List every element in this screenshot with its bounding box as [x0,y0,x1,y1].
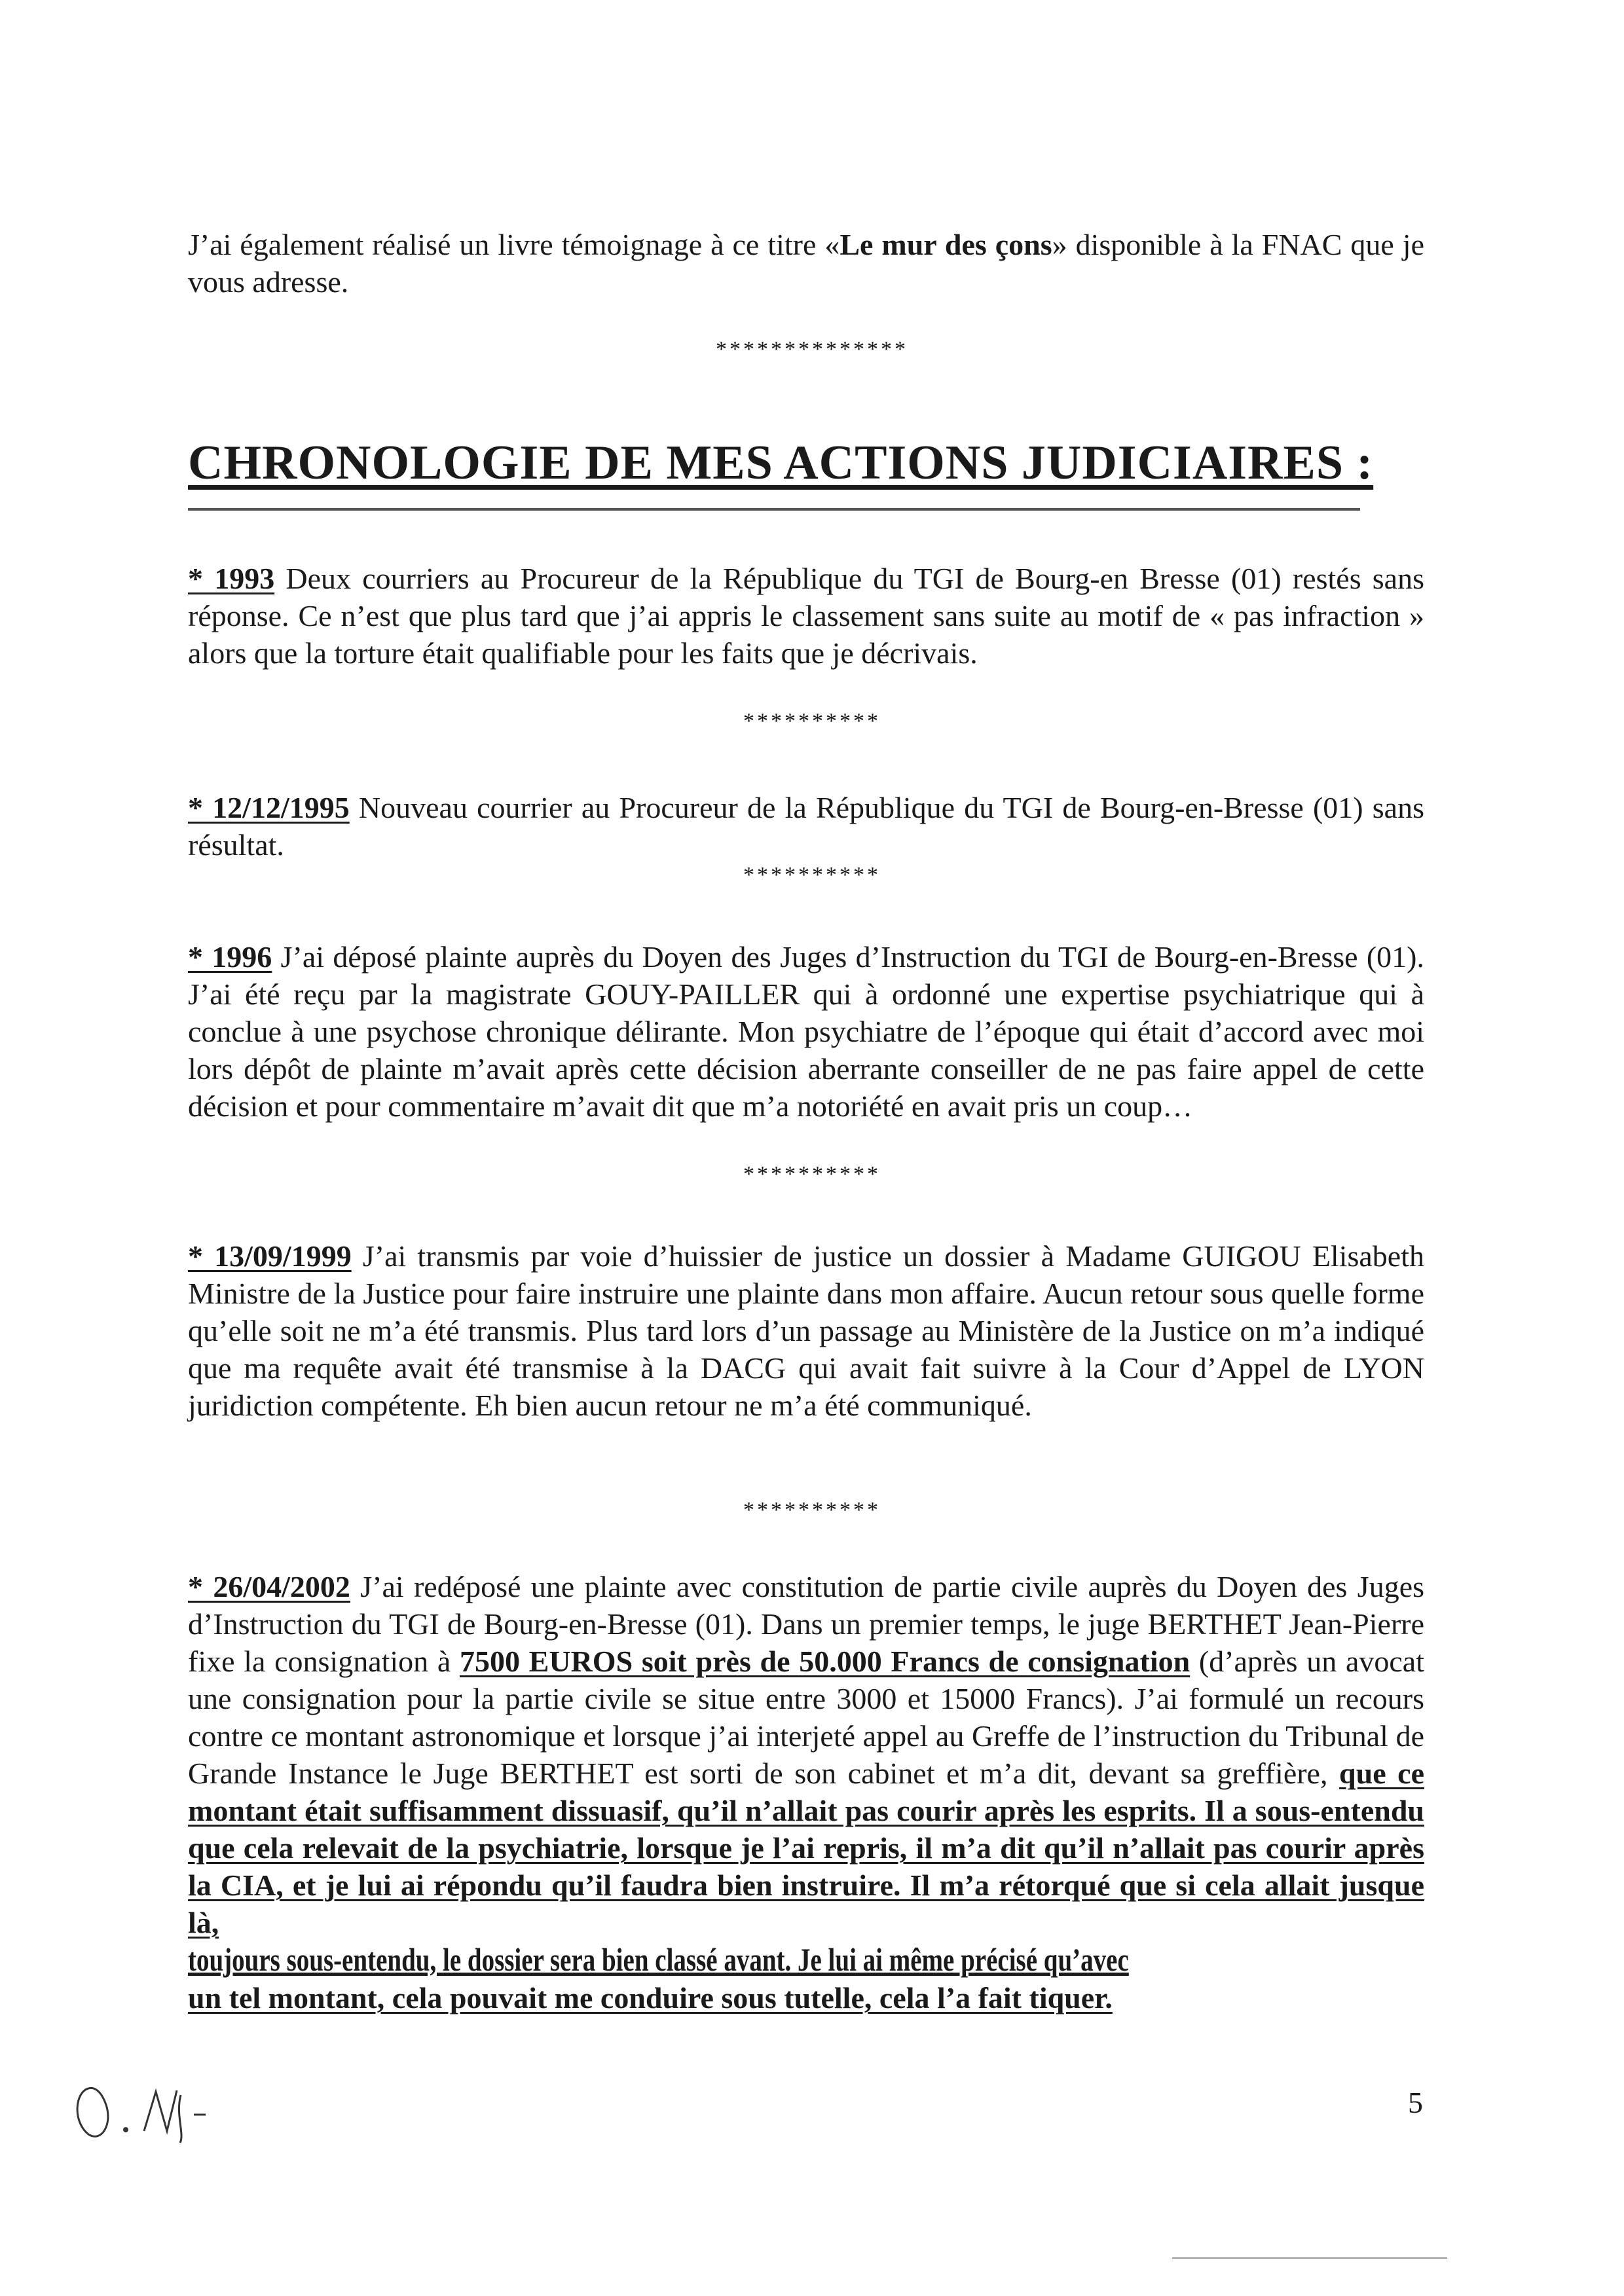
entry-text: J’ai transmis par voie d’huissier de justice un dossier à Madame GUIGOU Elisabeth Ministre de la Justice pour faire instruire une plainte dans mon affaire. Aucun retour sous quelle forme qu’elle soit ne m’a été transmis. Plus tard lors d’un passage au Ministère de la Justice on m’a indiqué que ma requête avait été transmise à la DACG qui avait fait suivre à la Cour d’Appel de LYON juridiction compétente. Eh bien aucun retour ne m’a été communiqué. [188,1239,1425,1422]
entry-text: J’ai redéposé une plainte avec constitution de partie civile auprès du Doyen des Juges d’Instruction du TGI de Bourg-en-Bresse (01). Dans un premier temps, le juge BERTHET Jean-Pierre fixe la consignation à [188,1570,1425,1678]
separator: ********** [743,709,881,733]
entry-1999 [188,1237,1424,1424]
handwritten-initials [65,2066,249,2151]
separator: ********** [743,863,881,887]
judge-statement-condensed: toujours sous-entendu, le dossier sera bien classé avant. Je lui ai même précisé qu’avec [188,1941,1129,1978]
separator: ************** [716,337,908,361]
separator: ********** [743,1498,881,1522]
entry-date: * 1996 [188,940,272,974]
entry-1993 [188,560,1424,672]
entry-text: Nouveau courrier au Procureur de la République du TGI de Bourg-en-Bresse (01) sans résultat. [188,791,1424,862]
entry-text: Deux courriers au Procureur de la République du TGI de Bourg-en Bresse (01) restés sans réponse. Ce n’est que plus tard que j’ai appris le classement sans suite au motif de « pas infraction » alors que la torture était qualifiable pour les faits que je décrivais. [188,562,1425,670]
entry-date: * 1993 [188,562,275,595]
heading-rule [188,508,1360,511]
page-title: CHRONOLOGIE DE MES ACTIONS JUDICIAIRES : [188,436,1374,490]
intro-text-start: J’ai également réalisé un livre témoignage à ce titre « [188,228,840,261]
consignation-amount: 7500 EUROS soit près de 50.000 Francs de consignation [459,1645,1190,1678]
entry-date: * 13/09/1999 [188,1239,352,1273]
separator: ********** [743,1162,881,1186]
book-title: Le mur des çons [840,228,1052,261]
entry-2002 [188,1568,1424,2016]
entry-date: * 12/12/1995 [188,791,350,824]
intro-text-end: » disponible à la FNAC que je vous adresse. [188,228,1424,299]
intro-paragraph [188,226,1424,301]
judge-statement: que ce montant était suffisamment dissuasif, qu’il n’allait pas courir après les esprits. Il a sous-entendu que cela relevait de la psychiatrie, lorsque je l’ai repris, il m’a dit qu’il n’allait pas courir après la CIA, et je lui ai répondu qu’il faudra bien instruire. Il m’a rétorqué que si cela allait jusque là, [188,1757,1424,1939]
entry-1995 [188,789,1424,864]
entry-1996 [188,938,1424,1125]
entry-text: J’ai déposé plainte auprès du Doyen des Juges d’Instruction du TGI de Bourg-en-Bresse (01). J’ai été reçu par la magistrate GOUY-PAILLER qui à ordonné une expertise psychiatrique qui à conclue à une psychose chronique délirante. Mon psychiatre de l’époque qui était d’accord avec moi lors dépôt de plainte m’avait après cette décision aberrante conseiller de ne pas faire appel de cette décision et pour commentaire m’avait dit que m’a notoriété en avait pris un coup… [188,940,1425,1123]
entry-text-continued: (d’après un avocat une consignation pour la partie civile se situe entre 3000 et 15000 Francs). J’ai formulé un recours contre ce montant astronomique et lorsque j’ai interjeté appel au Greffe de l’instruction du Tribunal de Grande Instance le Juge BERTHET est sorti de son cabinet et m’a dit, devant sa greffière, [188,1645,1424,1790]
judge-statement-end: un tel montant, cela pouvait me conduire sous tutelle, cela l’a fait tiquer. [188,1981,1113,2014]
page-number: 5 [1408,2086,1423,2119]
footer-rule [1172,2257,1447,2259]
entry-date: * 26/04/2002 [188,1570,350,1603]
